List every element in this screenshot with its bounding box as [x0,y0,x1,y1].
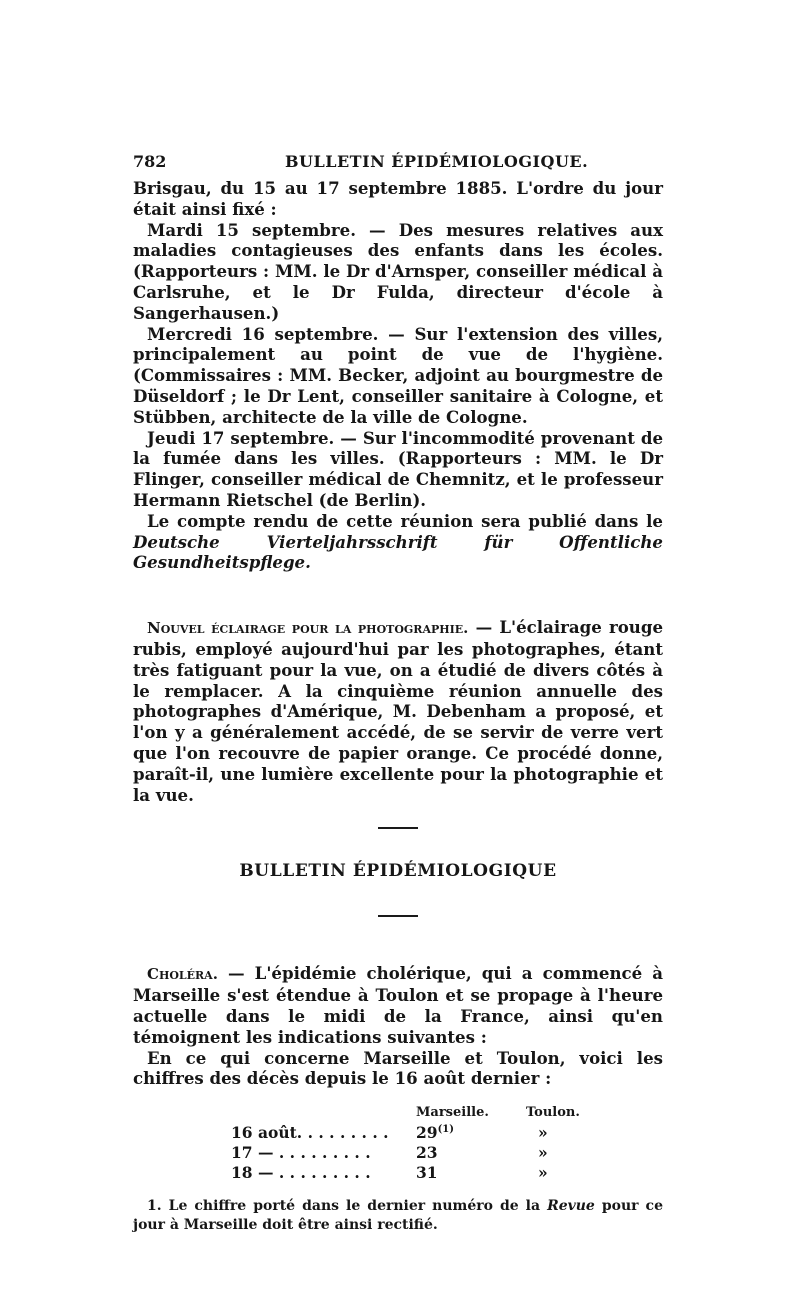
row-toulon: » [538,1163,548,1183]
table-row [231,1143,598,1163]
row-marseille [416,1123,526,1143]
photography-lighting-text: — L'éclairage rouge rubis, employé aujourd'hui par les photographes, étant très fatiguant pour la vue, on a étudié de divers côtés à le remplacer. A la cinquième réunion annuelle des photographes d'Amérique, M. Debenham a proposé, et l'on y a généralement accédé, de se servir de verre vert que l'on recouvre de papier orange. Ce procédé donne, paraît-il, une lumière excellente pour la photographie et la vue. [133,617,664,805]
section-title: BULLETIN ÉPIDÉMIOLOGIQUE [239,861,557,882]
congress-report-text: Le compte rendu de cette réunion sera publié dans le [147,510,663,531]
deaths-table [231,1103,598,1183]
row-marseille-value: 29 [416,1123,438,1143]
row-date: 16 août. . . . . . . . . [231,1123,389,1143]
journal-title: Deutsche Vierteljahrsschrift für Offentliche Gesundheitspflege. [133,531,663,573]
deaths-table-header-marseille: Marseille. [416,1105,489,1121]
footnote-mark: 1. [147,1198,162,1215]
congress-report-paragraph [133,511,663,573]
photography-lighting-heading: Nouvel éclairage pour la photographie. [147,619,469,638]
deaths-table-header [231,1103,598,1123]
row-date: 17 — . . . . . . . . . [231,1143,371,1163]
running-header [133,152,663,178]
deaths-table-header-date [231,1103,416,1123]
footnote-journal: Revue [547,1198,595,1215]
table-row [231,1123,598,1143]
footnote-text-after: pour ce jour à Marseille doit être ainsi rectifié. [133,1198,663,1234]
row-marseille-value: 23 [416,1143,438,1163]
row-toulon: » [538,1143,548,1163]
footnote-text-before: Le chiffre porté dans le dernier numéro de la [168,1198,541,1215]
row-toulon: » [538,1123,548,1143]
photography-lighting-paragraph [133,617,663,805]
footnote [133,1197,663,1235]
congress-day2-paragraph: Mercredi 16 septembre. — Sur l'extension des villes, principalement au point de vue de l'hygiène. (Commissaires : MM. Becker, adjoint au bourgmestre de Düseldorf ; le Dr Lent, conseiller sanitaire à Cologne, et Stübben, architecte de la ville de Cologne. [133,323,663,427]
row-date: 18 — . . . . . . . . . [231,1163,371,1183]
page-number: 782 [133,152,167,171]
page [133,152,663,1235]
cholera-text: — L'épidémie cholérique, qui a commencé à Marseille s'est étendue à Toulon et se propage à l'heure actuelle dans le midi de la France, ainsi qu'en témoignent les indications suivantes : [133,963,663,1047]
congress-intro-paragraph: Brisgau, du 15 au 17 septembre 1885. L'ordre du jour était ainsi fixé : [133,178,663,219]
cholera-paragraph [133,963,663,1047]
row-marseille-value: 31 [416,1163,438,1183]
running-title: BULLETIN ÉPIDÉMIOLOGIQUE. [285,152,589,171]
congress-day3-paragraph: Jeudi 17 septembre. — Sur l'incommodité provenant de la fumée dans les villes. (Rapporteurs : MM. le Dr Flinger, conseiller médical de Chemnitz, et le professeur Hermann Rietschel (de Berlin). [133,427,663,510]
footnote-ref: (1) [437,1123,454,1135]
deaths-intro-paragraph: En ce qui concerne Marseille et Toulon, voici les chiffres des décès depuis le 16 août dernier : [133,1047,663,1089]
row-marseille [416,1163,526,1183]
congress-day1-paragraph: Mardi 15 septembre. — Des mesures relatives aux maladies contagieuses des enfants dans les écoles. (Rapporteurs : MM. le Dr d'Arnsper, conseiller médical à Carlsruhe, et le Dr Fulda, directeur d'école à Sangerhausen.) [133,219,663,323]
cholera-heading: Choléra. [147,965,218,984]
table-row [231,1163,598,1183]
deaths-table-header-toulon: Toulon. [526,1105,580,1121]
row-marseille [416,1143,526,1163]
